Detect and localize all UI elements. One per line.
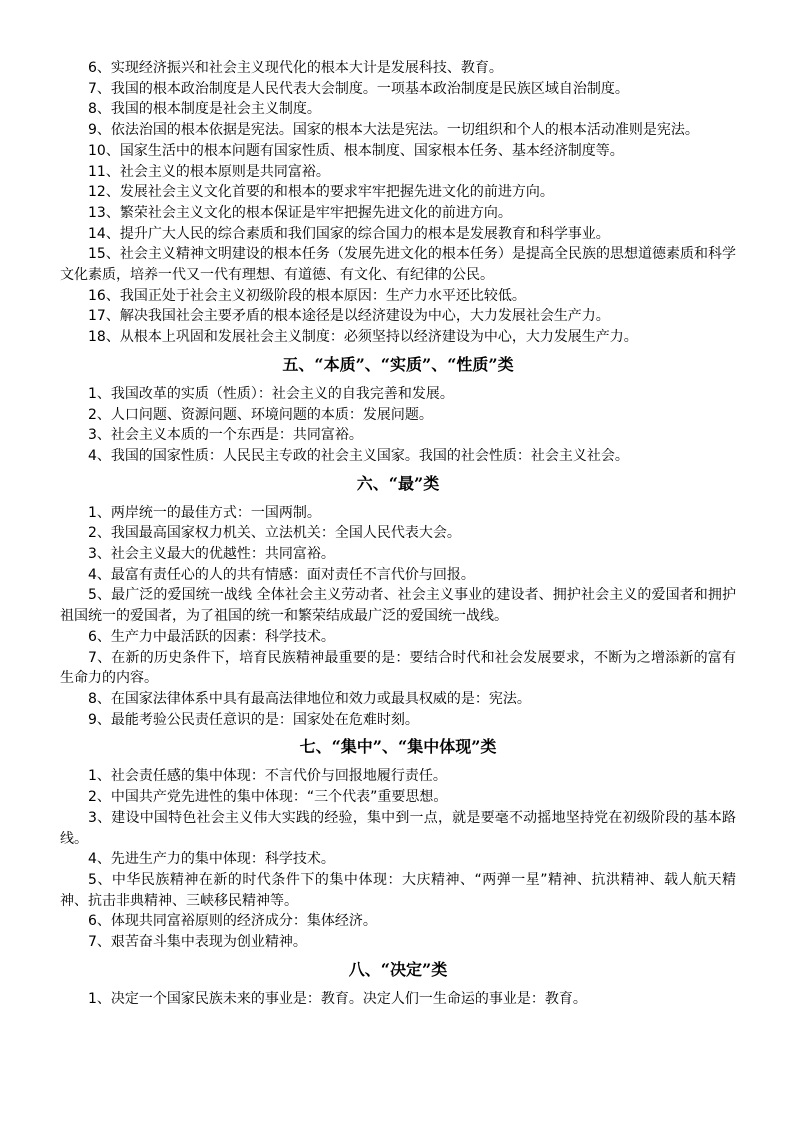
list-item: 2、我国最高国家权力机关、立法机关：全国人民代表大会。 xyxy=(88,525,461,542)
list-item: 14、提升广大人民的综合素质和我们国家的综合国力的根本是发展教育和科学事业。 xyxy=(88,225,610,242)
list-item: 2、人口问题、资源问题、环境问题的本质：发展问题。 xyxy=(88,406,433,423)
list-item: 6、生产力中最活跃的因素：科学技术。 xyxy=(88,628,335,645)
list-item: 6、实现经济振兴和社会主义现代化的根本大计是发展科技、教育。 xyxy=(88,60,503,76)
list-item: 17、解决我国社会主要矛盾的根本途径是以经济建设为中心，大力发展社会生产力。 xyxy=(88,308,610,325)
list-item: 3、社会主义本质的一个东西是：共同富裕。 xyxy=(88,427,363,444)
section-heading: 八、“决定”类 xyxy=(348,959,448,979)
list-item: 5、最广泛的爱国统一战线 全体社会主义劳动者、社会主义事业的建设者、拥护社会主义的爱国者和拥护祖国统一的爱国者，为了祖国的统一和繁荣结成最广泛的爱国统一战线。 xyxy=(60,587,736,625)
section-heading: 五、“本质”、“实质”、“性质”类 xyxy=(282,354,514,374)
list-item: 12、发展社会主义文化首要的和根本的要求牢牢把握先进文化的前进方向。 xyxy=(88,184,554,201)
document-page xyxy=(60,58,736,1009)
list-item: 18、从根本上巩固和发展社会主义制度：必须坚持以经济建设为中心，大力发展生产力。 xyxy=(88,329,638,346)
list-item: 6、体现共同富裕原则的经济成分：集体经济。 xyxy=(88,913,377,930)
list-item: 1、我国改革的实质（性质）：社会主义的自我完善和发展。 xyxy=(88,385,454,402)
list-item: 5、中华民族精神在新的时代条件下的集中体现：大庆精神、“两弹一星”精神、抗洪精神、载人航天精神、抗击非典精神、三峡移民精神等。 xyxy=(60,871,736,909)
list-item: 1、决定一个国家民族未来的事业是：教育。决定人们一生命运的事业是：教育。 xyxy=(88,990,587,1007)
list-item: 4、先进生产力的集中体现：科学技术。 xyxy=(88,851,335,868)
list-item: 4、我国的国家性质：人民民主专政的社会主义国家。我国的社会性质：社会主义社会。 xyxy=(88,447,629,464)
list-item: 7、艰苦奋斗集中表现为创业精神。 xyxy=(88,934,307,951)
list-item: 2、中国共产党先进性的集中体现：“三个代表”重要思想。 xyxy=(88,789,448,806)
list-item: 16、我国正处于社会主义初级阶段的根本原因：生产力水平还比较低。 xyxy=(88,287,526,304)
list-item: 8、我国的根本制度是社会主义制度。 xyxy=(88,101,321,118)
list-item: 15、社会主义精神文明建设的根本任务（发展先进文化的根本任务）是提高全民族的思想道德素质和科学文化素质，培养一代又一代有理想、有道德、有文化、有纪律的公民。 xyxy=(60,246,736,284)
list-item: 7、我国的根本政治制度是人民代表大会制度。一项基本政治制度是民族区域自治制度。 xyxy=(88,80,629,97)
section-heading: 七、“集中”、“集中体现”类 xyxy=(299,737,497,757)
list-item: 1、社会责任感的集中体现：不言代价与回报地履行责任。 xyxy=(88,768,447,785)
list-item: 10、国家生活中的根本问题有国家性质、根本制度、国家根本任务、基本经济制度等。 xyxy=(88,142,624,159)
list-item: 7、在新的历史条件下，培育民族精神最重要的是：要结合时代和社会发展要求，不断为之增添新的富有生命力的内容。 xyxy=(60,649,736,687)
list-item: 4、最富有责任心的人的共有情感：面对责任不言代价与回报。 xyxy=(88,566,475,583)
section-heading: 六、“最”类 xyxy=(356,473,440,493)
list-item: 9、最能考验公民责任意识的是：国家处在危难时刻。 xyxy=(88,711,419,728)
list-item: 8、在国家法律体系中具有最高法律地位和效力或最具权威的是：宪法。 xyxy=(88,690,531,707)
list-item: 1、两岸统一的最佳方式：一国两制。 xyxy=(88,504,321,521)
list-item: 11、社会主义的根本原则是共同富裕。 xyxy=(88,163,330,180)
list-item: 3、建设中国特色社会主义伟大实践的经验，集中到一点，就是要毫不动摇地坚持党在初级阶段的基本路线。 xyxy=(60,809,736,847)
list-item: 3、社会主义最大的优越性：共同富裕。 xyxy=(88,546,335,563)
list-item: 9、依法治国的根本依据是宪法。国家的根本大法是宪法。一切组织和个人的根本活动准则是宪法。 xyxy=(88,122,699,139)
list-item: 13、繁荣社会主义文化的根本保证是牢牢把握先进文化的前进方向。 xyxy=(88,204,512,221)
